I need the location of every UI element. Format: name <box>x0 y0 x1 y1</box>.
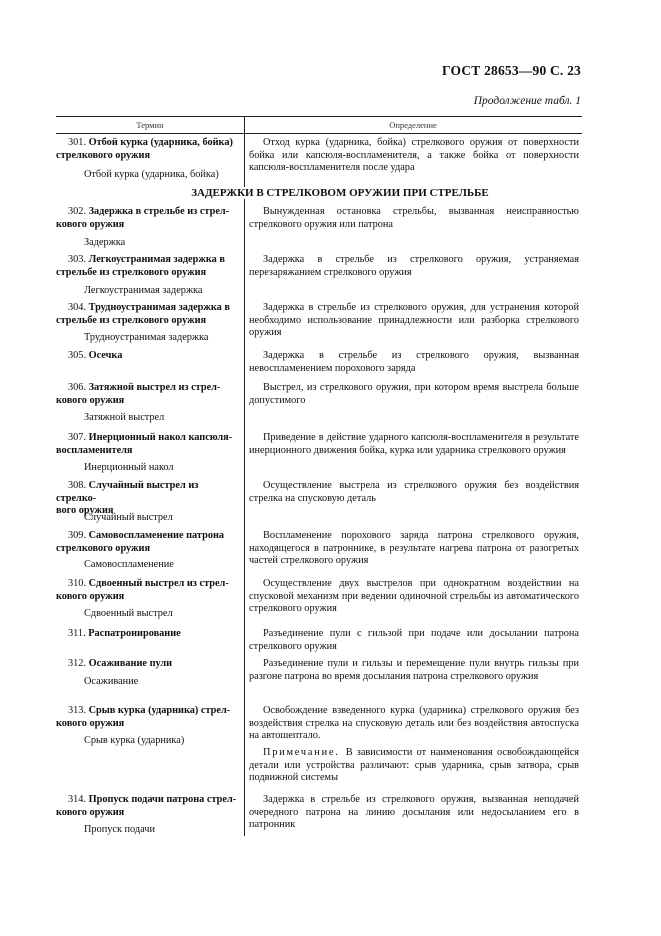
section-title: ЗАДЕРЖКИ В СТРЕЛКОВОМ ОРУЖИИ ПРИ СТРЕЛЬБЕ <box>100 187 580 199</box>
definition-note <box>249 747 579 785</box>
term-definition: Приведение в действие ударного капсюля-воспламенителя в результате инерционного движения бойка, курка или ударника стрелкового оружия <box>249 432 579 456</box>
term-definition: Задержка в стрельбе из стрелкового оружия, для устранения которой необходимо использование принадлежности или разборка стрелкового оружия <box>249 302 579 338</box>
term-name-line: стрелкового оружия <box>56 542 151 554</box>
term-entry <box>56 254 241 279</box>
term-name-line: кового оружия <box>56 806 125 818</box>
term-entry <box>56 705 241 730</box>
term-number: 303. <box>68 254 89 265</box>
term-entry <box>56 432 241 457</box>
term-entry <box>56 382 241 407</box>
term-synonym: Осаживание <box>84 676 139 687</box>
term-definition: Освобождение взведенного курка (ударника) стрелкового оружия без воздействия стрелка на спусковую деталь или без воздействия автоспуска на автошептало. <box>249 705 579 741</box>
term-number: 314. <box>68 794 89 805</box>
term-definition: Задержка в стрельбе из стрелкового оружия, устраняемая перезаряжанием стрелкового оружия <box>249 254 579 278</box>
term-name-line: стрельбе из стрелкового оружия <box>56 266 207 278</box>
column-header-term: Термин <box>136 120 164 130</box>
term-definition: Вынужденная остановка стрельбы, вызванная неисправностью стрелкового оружия или патрона <box>249 206 579 230</box>
term-definition: Осуществление выстрела из стрелкового оружия без воздействия стрелка на спусковую деталь <box>249 480 579 504</box>
term-entry <box>56 137 241 162</box>
term-name-line: Самовоспламенение патрона <box>88 530 225 541</box>
term-name-line: стрельбе из стрелкового оружия <box>56 314 207 326</box>
term-synonym: Пропуск подачи <box>84 824 155 835</box>
term-synonym: Срыв курка (ударника) <box>84 735 185 746</box>
term-entry <box>56 206 241 231</box>
term-number: 312. <box>68 658 89 669</box>
term-name-line: Осаживание пули <box>88 658 173 669</box>
term-entry <box>56 628 241 641</box>
term-name-line: Сдвоенный выстрел из стрел- <box>88 578 229 589</box>
term-synonym: Сдвоенный выстрел <box>84 608 173 619</box>
note-text: В зависимости от наименования освобождающейся детали или устройства различают: срыв ударника, срыв затвора, срыв подвижной системы <box>249 747 579 783</box>
term-synonym: Самовоспламенение <box>84 559 174 570</box>
term-number: 309. <box>68 530 89 541</box>
term-entry <box>56 530 241 555</box>
term-name-line: Пропуск подачи патрона стрел- <box>88 794 237 805</box>
term-synonym: Отбой курка (ударника, бойка) <box>84 169 219 180</box>
term-synonym: Затяжной выстрел <box>84 412 165 423</box>
term-definition: Отход курка (ударника, бойка) стрелкового оружия от поверхности бойка или капсюля-воспламенителя, а также бойка от поверхности капсюля-воспламенителя после удара <box>249 137 579 173</box>
term-synonym: Легкоустранимая задержка <box>84 285 203 296</box>
standard-header: ГОСТ 28653—90 С. 23 <box>442 63 581 78</box>
note-label: Примечание. <box>263 747 346 758</box>
term-number: 308. <box>68 480 89 491</box>
term-entry <box>56 350 241 363</box>
term-name-line: стрелкового оружия <box>56 149 151 161</box>
term-number: 310. <box>68 578 89 589</box>
term-name-line: Трудноустранимая задержка в <box>88 302 230 313</box>
term-number: 311. <box>68 628 89 639</box>
term-definition: Воспламенение порохового заряда патрона стрелкового оружия, находящегося в патроннике, в результате нагрева патрона от разогретых частей стрелкового оружия <box>249 530 579 566</box>
term-name-line: кового оружия <box>56 218 125 230</box>
term-definition: Выстрел, из стрелкового оружия, при котором время выстрела больше допустимого <box>249 382 579 406</box>
table-top-rule <box>56 116 582 117</box>
term-entry <box>56 302 241 327</box>
term-number: 305. <box>68 350 89 361</box>
term-name-line: кового оружия <box>56 394 125 406</box>
term-number: 304. <box>68 302 89 313</box>
term-name-line: Осечка <box>88 350 123 361</box>
term-name-line: Распатронирование <box>88 628 181 639</box>
term-name-line: воспламенителя <box>56 444 133 456</box>
term-name-line: Легкоустранимая задержка в <box>88 254 225 265</box>
continuation-label: Продолжение табл. 1 <box>473 95 581 107</box>
term-name-line: Затяжной выстрел из стрел- <box>88 382 221 393</box>
term-name-line: Срыв курка (ударника) стрел- <box>88 705 231 716</box>
term-name-line: Задержка в стрельбе из стрел- <box>88 206 230 217</box>
term-definition: Задержка в стрельбе из стрелкового оружия, вызванная неподачей очередного патрона на линию досылания или недосыланием его в патронник <box>249 794 579 830</box>
term-name-line: кового оружия <box>56 590 125 602</box>
column-header-definition: Определение <box>389 120 437 130</box>
term-name-line: кового оружия <box>56 717 125 729</box>
term-synonym: Случайный выстрел <box>84 512 173 523</box>
term-definition: Осуществление двух выстрелов при однократном воздействии на спусковой механизм при ведении одиночной стрельбы из автоматического стрелкового оружия <box>249 578 579 614</box>
term-number: 301. <box>68 137 89 148</box>
term-definition: Разъединение пули и гильзы и перемещение пули внутрь гильзы при разгоне патрона во время досылания патрона стрелкового оружия <box>249 658 579 682</box>
term-number: 306. <box>68 382 89 393</box>
term-synonym: Трудноустранимая задержка <box>84 332 209 343</box>
term-definition: Разъединение пули с гильзой при подаче или досылании патрона стрелкового оружия <box>249 628 579 652</box>
term-name-line: Отбой курка (ударника, бойка) <box>88 137 233 148</box>
term-name-line: Случайный выстрел из стрелко- <box>56 480 199 504</box>
header-rule <box>56 133 582 134</box>
term-number: 313. <box>68 705 89 716</box>
term-name-line: вого оружия <box>56 505 114 516</box>
term-number: 302. <box>68 206 89 217</box>
term-entry <box>56 578 241 603</box>
term-synonym: Инерционный накол <box>84 462 174 473</box>
term-definition: Задержка в стрельбе из стрелкового оружия, вызванная невоспламенением порохового заряда <box>249 350 579 374</box>
term-name-line: Инерционный накол капсюля- <box>88 432 233 443</box>
term-synonym: Задержка <box>84 237 126 248</box>
term-number: 307. <box>68 432 89 443</box>
term-entry <box>56 658 241 671</box>
term-entry <box>56 794 241 819</box>
column-divider <box>244 116 245 836</box>
